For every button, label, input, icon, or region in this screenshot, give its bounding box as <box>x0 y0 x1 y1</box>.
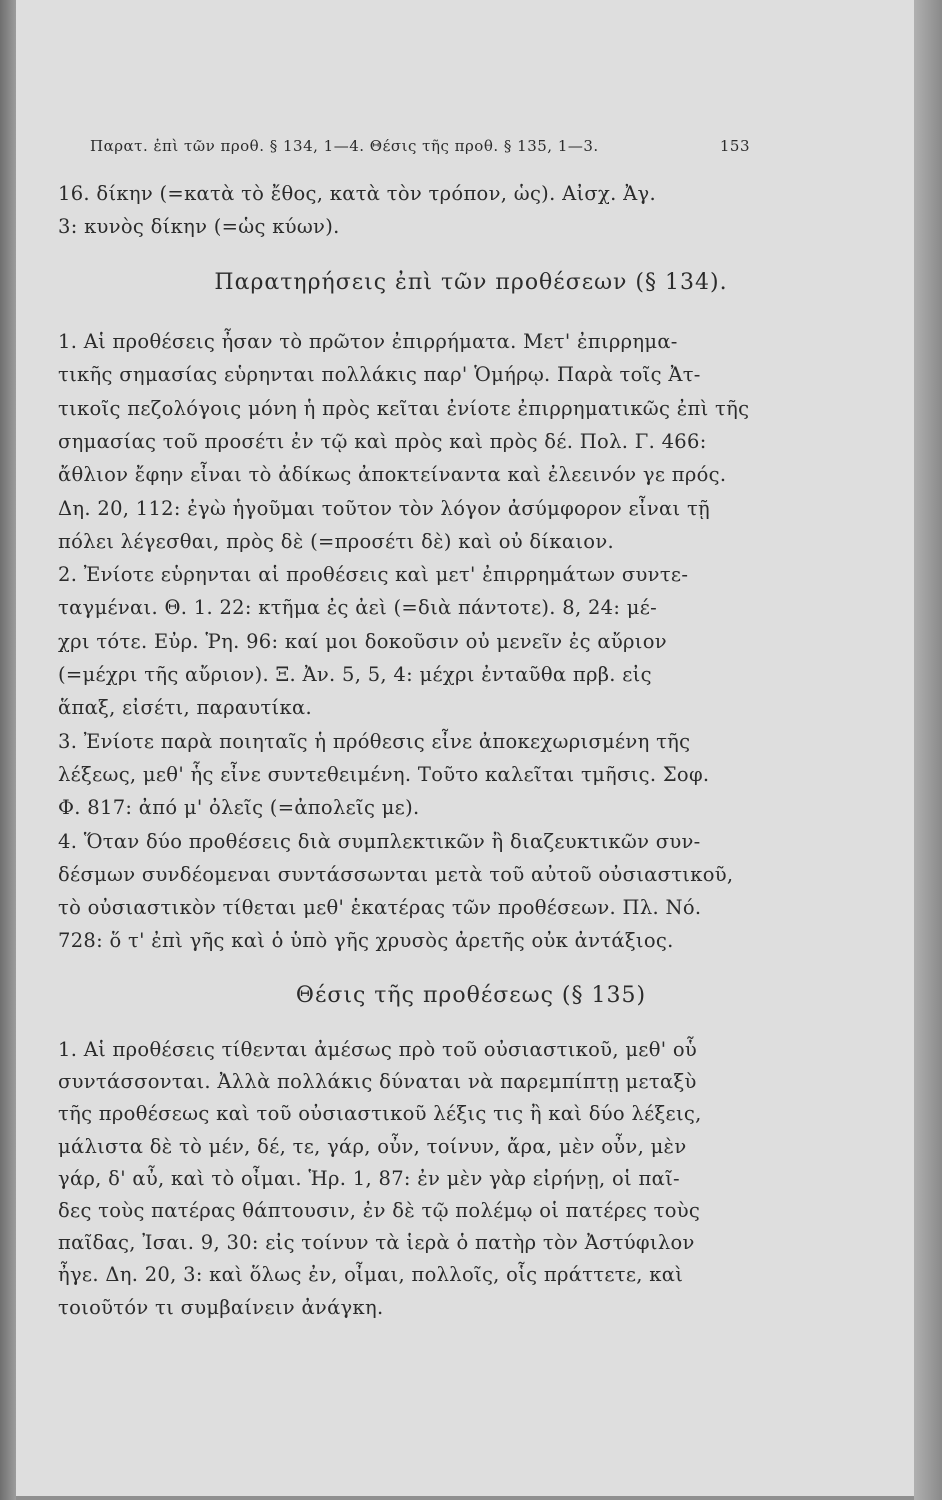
text-line: μάλιστα δὲ τὸ μέν, δέ, τε, γάρ, οὖν, τοίνυν, ἄρα, μὲν οὖν, μὲν <box>58 1134 687 1158</box>
book-spine <box>0 0 16 1500</box>
text-line: παῖδας, Ἰσαι. 9, 30: εἰς τοίνυν τὰ ἱερὰ ὁ πατὴρ τὸν Ἀστύφιλον <box>58 1231 695 1255</box>
text-line: Φ. 817: ἀπό μ' ὀλεῖς (=ἀπολεῖς με). <box>58 796 420 820</box>
running-head-text: Παρατ. ἐπὶ τῶν προθ. § 134, 1—4. Θέσις τῆς προθ. § 135, 1—3. <box>90 137 599 155</box>
section-heading-134: Παρατηρήσεις ἐπὶ τῶν προθέσεων (§ 134). <box>214 270 728 295</box>
text-line: δες τοὺς πατέρας θάπτουσιν, ἐν δὲ τῷ πολέμῳ οἱ πατέρες τοὺς <box>58 1199 701 1222</box>
text-line: (=μέχρι τῆς αὔριον). Ξ. Ἀν. 5, 5, 4: μέχρι ἐνταῦθα πρβ. εἰς <box>58 663 652 686</box>
text-line: γάρ, δ' αὖ, καὶ τὸ οἶμαι. Ἡρ. 1, 87: ἐν μὲν γὰρ εἰρήνῃ, οἱ παῖ- <box>58 1166 680 1190</box>
text-line: 1. Αἱ προθέσεις τίθενται ἀμέσως πρὸ τοῦ οὐσιαστικοῦ, μεθ' οὗ <box>58 1038 698 1061</box>
text-line: τὸ οὐσιαστικὸν τίθεται μεθ' ἑκατέρας τῶν προθέσεων. Πλ. Νό. <box>58 896 702 920</box>
text-line: ταγμέναι. Θ. 1. 22: κτῆμα ἐς ἀεὶ (=διὰ πάντοτε). 8, 24: μέ- <box>58 596 658 620</box>
text-line: 4. Ὅταν δύο προθέσεις διὰ συμπλεκτικῶν ἢ διαζευκτικῶν συν- <box>58 829 701 853</box>
text-line: λέξεως, μεθ' ἧς εἶνε συντεθειμένη. Τοῦτο καλεῖται τμῆσις. Σοφ. <box>58 762 710 786</box>
running-head <box>90 137 750 155</box>
text-line: χρι τότε. Εὐρ. Ῥη. 96: καί μοι δοκοῦσιν οὐ μενεῖν ἐς αὔριον <box>58 629 667 653</box>
page-edge-shadow <box>914 0 942 1500</box>
text-line: 3: κυνὸς δίκην (=ὡς κύων). <box>58 215 340 238</box>
text-line: δέσμων συνδέομεναι συντάσσωνται μετὰ τοῦ αὐτοῦ οὐσιαστικοῦ, <box>58 862 734 886</box>
text-line: 728: ὅ τ' ἐπὶ γῆς καὶ ὁ ὑπὸ γῆς χρυσὸς ἀρετῆς οὐκ ἀντάξιος. <box>58 929 674 953</box>
text-line: 3. Ἐνίοτε παρὰ ποιηταῖς ἡ πρόθεσις εἶνε ἀποκεχωρισμένη τῆς <box>58 729 691 753</box>
text-line: τοιοῦτόν τι συμβαίνειν ἀνάγκη. <box>58 1295 384 1319</box>
text-line: συντάσσονται. Ἀλλὰ πολλάκις δύναται νὰ παρεμπίπτῃ μεταξὺ <box>58 1070 697 1094</box>
text-line: πόλει λέγεσθαι, πρὸς δὲ (=προσέτι δὲ) καὶ οὐ δίκαιον. <box>58 529 614 553</box>
text-line: τῆς προθέσεως καὶ τοῦ οὐσιαστικοῦ λέξις τις ἢ καὶ δύο λέξεις, <box>58 1102 702 1126</box>
text-line: Δη. 20, 112: ἐγὼ ἡγοῦμαι τοῦτον τὸν λόγον ἀσύμφορον εἶναι τῇ <box>58 496 711 520</box>
text-line: 2. Ἐνίοτε εὑρηνται αἱ προθέσεις καὶ μετ' ἐπιρρημάτων συντε- <box>58 563 689 587</box>
page-number: 153 <box>719 137 750 155</box>
text-line: 16. δίκην (=κατὰ τὸ ἔθος, κατὰ τὸν τρόπον, ὡς). Αἰσχ. Ἀγ. <box>58 182 656 205</box>
text-line: τικῆς σημασίας εὑρηνται πολλάκις παρ' Ὁμήρῳ. Παρὰ τοῖς Ἀτ- <box>58 363 701 387</box>
text-line: σημασίας τοῦ προσέτι ἐν τῷ καὶ πρὸς καὶ πρὸς δέ. Πολ. Γ. 466: <box>58 429 707 453</box>
section-heading-135: Θέσις τῆς προθέσεως (§ 135) <box>295 983 647 1008</box>
text-line: ἦγε. Δη. 20, 3: καὶ ὅλως ἐν, οἶμαι, πολλοῖς, οἷς πράττετε, καὶ <box>58 1263 684 1287</box>
text-line: 1. Αἱ προθέσεις ἦσαν τὸ πρῶτον ἐπιρρήματα. Μετ' ἐπιρρημα- <box>58 330 678 353</box>
text-line: ἄθλιον ἔφην εἶναι τὸ ἀδίκως ἀποκτείναντα καὶ ἐλεεινόν γε πρός. <box>58 463 727 487</box>
text-line: ἅπαξ, εἰσέτι, παραυτίκα. <box>58 696 312 720</box>
text-line: τικοῖς πεζολόγοις μόνη ἡ πρὸς κεῖται ἐνίοτε ἐπιρρηματικῶς ἐπὶ τῆς <box>58 396 750 420</box>
